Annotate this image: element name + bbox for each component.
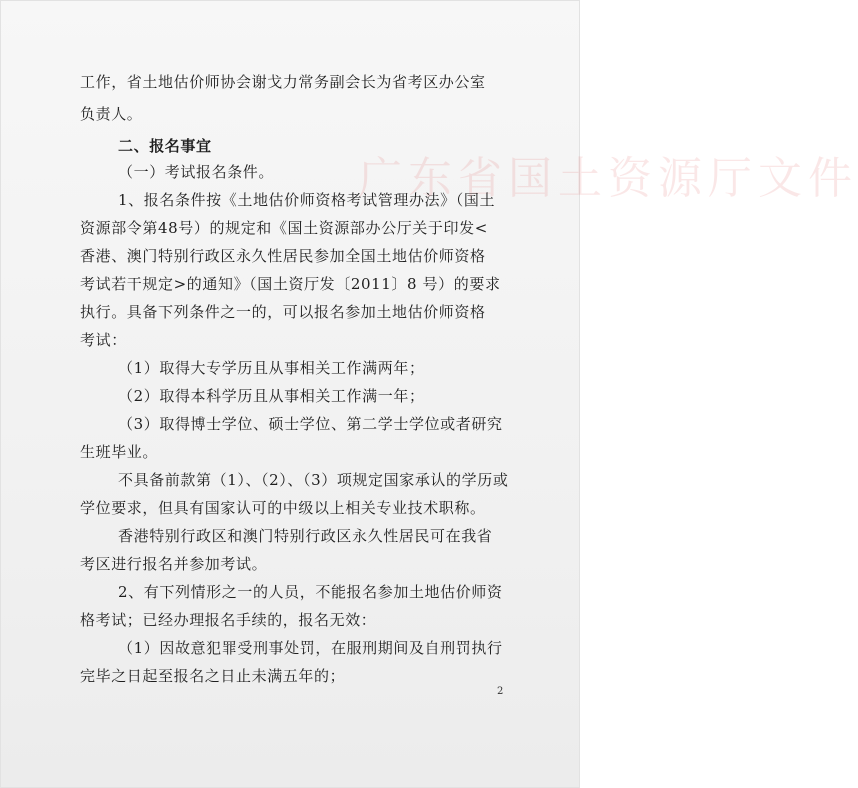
- list-item: （1）因故意犯罪受刑事处罚，在服刑期间及自刑罚执行: [118, 639, 503, 657]
- subsection-heading: （一）考试报名条件。: [118, 163, 275, 181]
- text-line: 1、报名条件按《土地估价师资格考试管理办法》（国土: [118, 191, 496, 209]
- text-line: 不具备前款第（1）、（2）、（3）项规定国家承认的学历或: [118, 471, 509, 489]
- text-line: 2、有下列情形之一的人员，不能报名参加土地估价师资: [118, 583, 503, 601]
- text-line: 执行。具备下列条件之一的，可以报名参加土地估价师资格: [80, 303, 486, 321]
- text-line: 考区进行报名并参加考试。: [80, 555, 268, 573]
- text-line: 考试若干规定>的通知》（国土资厅发〔2011〕8 号）的要求: [80, 275, 501, 293]
- list-item: （2）取得本科学历且从事相关工作满一年；: [118, 387, 425, 405]
- text-line: 香港特别行政区和澳门特别行政区永久性居民可在我省: [118, 527, 493, 545]
- text-line: 完毕之日起至报名之日止未满五年的；: [80, 667, 346, 685]
- text-line: 生班毕业。: [80, 443, 159, 461]
- text-line: 格考试；已经办理报名手续的，报名无效：: [80, 611, 377, 629]
- text-line: 工作，省土地估价师协会谢戈力常务副会长为省考区办公室: [80, 73, 486, 91]
- red-stamp-watermark: 广东省国土资源厅文件: [358, 153, 858, 204]
- text-line: 考试：: [80, 331, 127, 349]
- text-line: 负责人。: [80, 105, 143, 123]
- page-number: 2: [497, 686, 504, 697]
- list-item: （1）取得大专学历且从事相关工作满两年；: [118, 359, 425, 377]
- section-heading: 二、报名事宜: [118, 137, 212, 155]
- text-line: 香港、澳门特别行政区永久性居民参加全国土地估价师资格: [80, 247, 486, 265]
- text-line: 学位要求，但具有国家认可的中级以上相关专业技术职称。: [80, 499, 486, 517]
- text-line: 资源部令第48号）的规定和《国土资源部办公厅关于印发<: [80, 219, 488, 237]
- list-item: （3）取得博士学位、硕士学位、第二学士学位或者研究: [118, 415, 503, 433]
